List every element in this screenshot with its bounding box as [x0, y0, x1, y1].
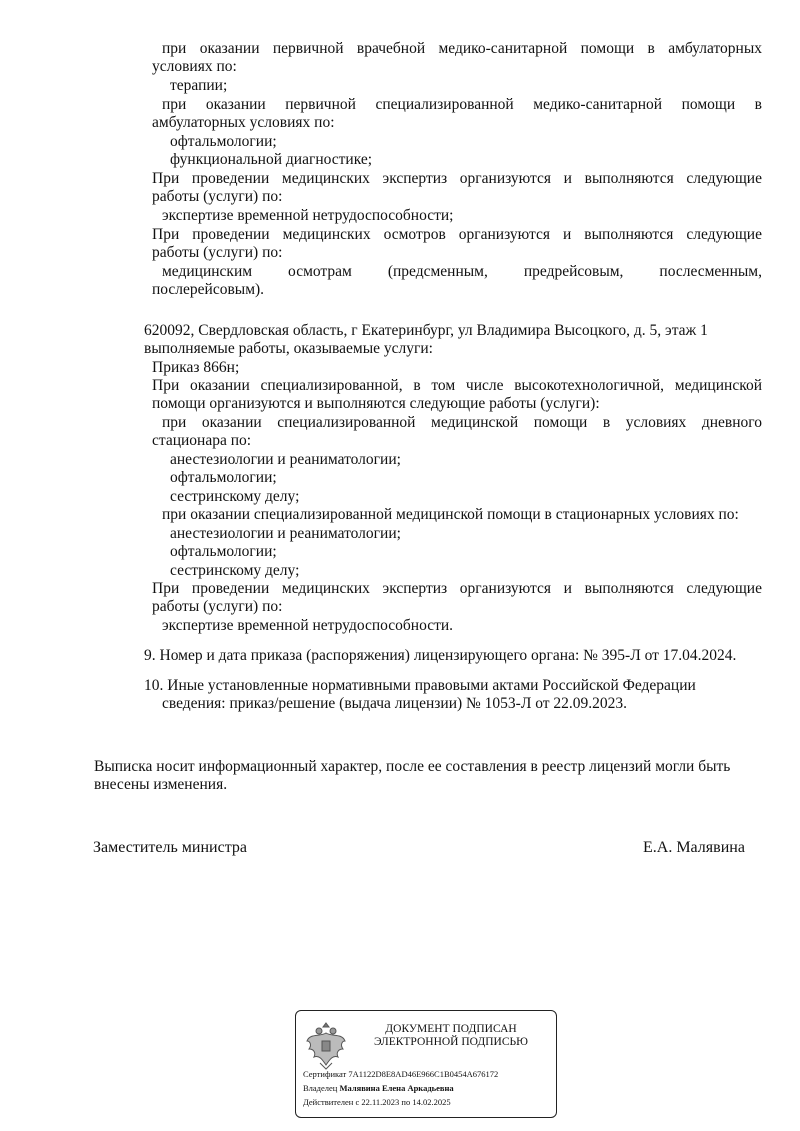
text-line: послерейсовым).	[152, 281, 265, 298]
text-line: медицинским осмотрам (предсменным, предрейсовым, послесменным,	[162, 263, 762, 280]
text-line: офтальмологии;	[170, 543, 277, 560]
text-line: при оказании специализированной медицинской помощи в стационарных условиях по:	[162, 506, 739, 523]
text-line: при оказании первичной врачебной медико-санитарной помощи в амбулаторных	[162, 40, 762, 57]
text-line: При проведении медицинских экспертиз организуются и выполняются следующие	[152, 580, 762, 597]
stamp-owner-label: Владелец	[303, 1083, 338, 1093]
stamp-validity: Действителен с 22.11.2023 по 14.02.2025	[303, 1097, 451, 1107]
text-line: экспертизе временной нетрудоспособности;	[162, 207, 454, 224]
text-line: анестезиологии и реаниматологии;	[170, 525, 401, 542]
text-line: работы (услуги) по:	[152, 598, 283, 615]
text-line: офтальмологии;	[170, 133, 277, 150]
stamp-certificate: Сертификат 7A1122D8E8AD46E966C1B0454A676172	[303, 1069, 499, 1079]
text-line: сестринскому делу;	[170, 488, 300, 505]
stamp-owner-name: Малявина Елена Аркадьевна	[339, 1083, 454, 1093]
text-line: амбулаторных условиях по:	[152, 114, 335, 131]
stamp-owner	[303, 1083, 454, 1093]
text-line: 9. Номер и дата приказа (распоряжения) лицензирующего органа: № 395-Л от 17.04.2024.	[144, 647, 737, 664]
text-line: при оказании специализированной медицинской помощи в условиях дневного	[162, 414, 762, 431]
text-line: офтальмологии;	[170, 469, 277, 486]
text-line: сведения: приказ/решение (выдача лицензии) № 1053-Л от 22.09.2023.	[162, 695, 628, 712]
text-line: внесены изменения.	[94, 776, 228, 793]
text-line: Приказ 866н;	[152, 359, 240, 376]
eagle-emblem-icon	[304, 1019, 348, 1071]
electronic-signature-stamp	[295, 1010, 557, 1118]
text-line: анестезиологии и реаниматологии;	[170, 451, 401, 468]
stamp-title-line2: ЭЛЕКТРОННОЙ ПОДПИСЬЮ	[374, 1036, 528, 1048]
text-line: 620092, Свердловская область, г Екатеринбург, ул Владимира Высоцкого, д. 5, этаж 1	[144, 322, 708, 339]
signatory-position: Заместитель министра	[93, 839, 247, 856]
text-line: терапии;	[170, 77, 228, 94]
text-line: функциональной диагностике;	[170, 151, 373, 168]
text-line: выполняемые работы, оказываемые услуги:	[144, 340, 433, 357]
text-line: работы (услуги) по:	[152, 244, 283, 261]
text-line: экспертизе временной нетрудоспособности.	[162, 617, 454, 634]
text-line: стационара по:	[152, 432, 252, 449]
text-line: 10. Иные установленные нормативными правовыми актами Российской Федерации	[144, 677, 696, 694]
signatory-name: Е.А. Малявина	[643, 839, 745, 856]
text-line: условиях по:	[152, 58, 237, 75]
text-line: сестринскому делу;	[170, 562, 300, 579]
text-line: помощи организуются и выполняются следующие работы (услуги):	[152, 395, 600, 412]
text-line: При оказании специализированной, в том числе высокотехнологичной, медицинской	[152, 377, 762, 394]
text-line: при оказании первичной специализированной медико-санитарной помощи в	[162, 96, 762, 113]
text-line: работы (услуги) по:	[152, 188, 283, 205]
text-line: При проведении медицинских экспертиз организуются и выполняются следующие	[152, 170, 762, 187]
stamp-title-line1: ДОКУМЕНТ ПОДПИСАН	[385, 1023, 517, 1035]
text-line: При проведении медицинских осмотров организуются и выполняются следующие	[152, 226, 762, 243]
text-line: Выписка носит информационный характер, после ее составления в реестр лицензий могли быть	[94, 758, 731, 775]
